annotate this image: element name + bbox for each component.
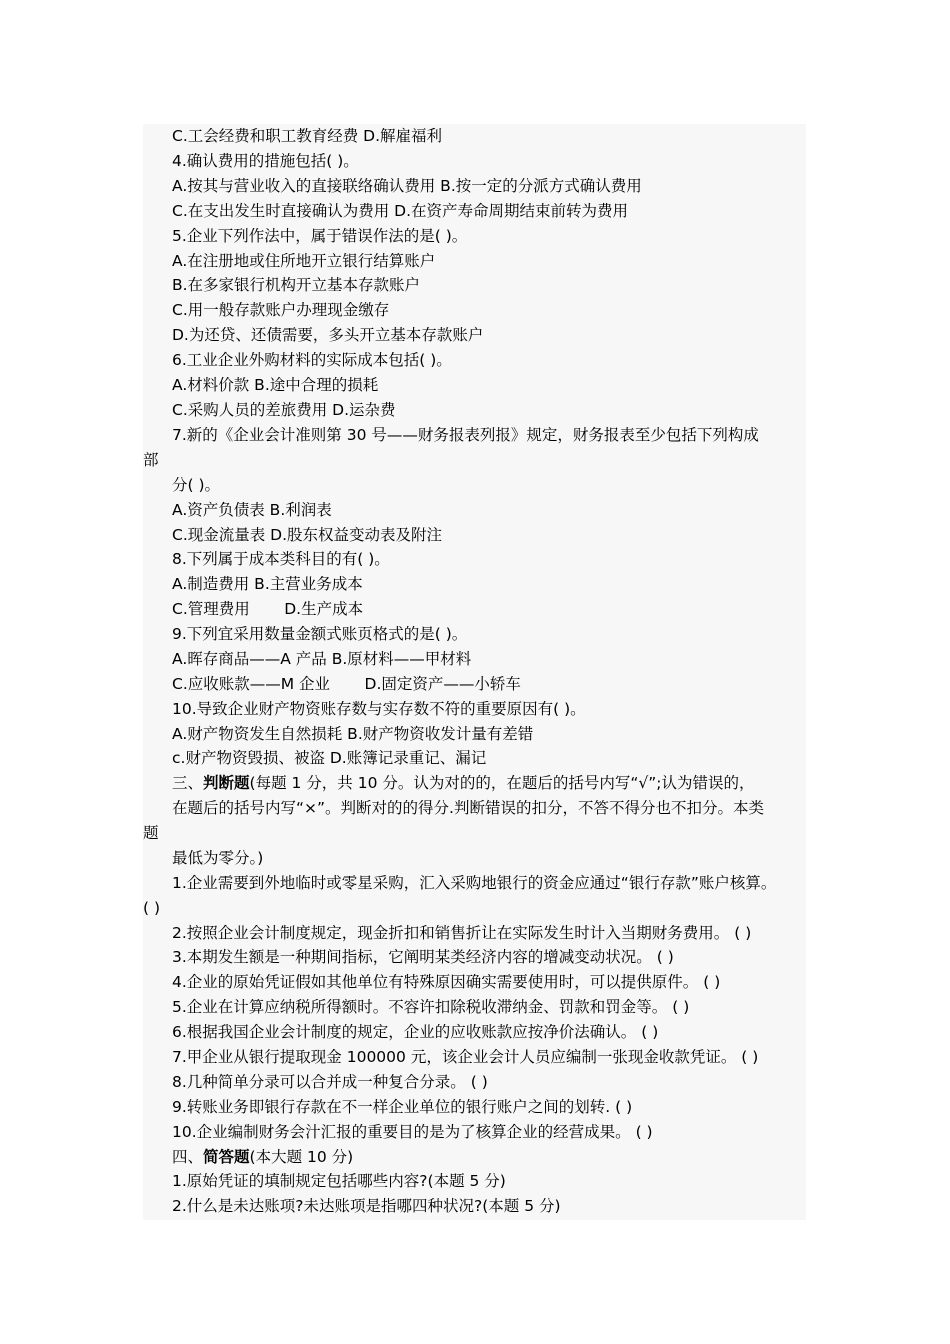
text-line: C.用一般存款账户办理现金缴存 — [172, 301, 390, 319]
section-note: (每题 1 分，共 10 分。认为对的的，在题后的括号内写“√”;认为错误的， — [249, 774, 755, 792]
text-line: A.晖存商品——A 产品 B.原材料——甲材料 — [172, 650, 472, 668]
question-8: 8.下列属于成本类科目的有( )。 — [172, 550, 390, 568]
text-line: A.资产负债表 B.利润表 — [172, 501, 332, 519]
question-10: 10.导致企业财产物资账存数与实存数不符的重要原因有( )。 — [172, 700, 586, 718]
judgment-9: 9.转账业务即银行存款在不一样企业单位的银行账户之间的划转. ( ) — [172, 1098, 633, 1116]
question-9: 9.下列宜采用数量金额式账页格式的是( )。 — [172, 625, 468, 643]
text-line: B.在多家银行机构开立基本存款账户 — [172, 276, 421, 294]
text-line: C.管理费用 D.生产成本 — [172, 600, 364, 618]
question-7: 7.新的《企业会计准则第 30 号——财务报表列报》规定，财务报表至少包括下列构成 — [172, 426, 759, 444]
judgment-4: 4.企业的原始凭证假如其他单位有特殊原因确实需要使用时，可以提供原件。 ( ) — [172, 973, 721, 991]
judgment-2: 2.按照企业会计制度规定，现金折扣和销售折让在实际发生时计入当期财务费用。 ( ) — [172, 924, 752, 942]
text-line: C.采购人员的差旅费用 D.运杂费 — [172, 401, 396, 419]
judgment-6: 6.根据我国企业会计制度的规定，企业的应收账款应按净价法确认。 ( ) — [172, 1023, 659, 1041]
text-line: ( ) — [143, 899, 161, 917]
text-line: 分( )。 — [172, 476, 221, 494]
short-answer-1: 1.原始凭证的填制规定包括哪些内容?(本题 5 分) — [172, 1172, 506, 1190]
text-line: A.在注册地或住所地开立银行结算账户 — [172, 252, 436, 270]
text-line: A.制造费用 B.主营业务成本 — [172, 575, 363, 593]
text-line: 最低为零分。) — [172, 849, 264, 867]
short-answer-2: 2.什么是未达账项?未达账项是指哪四种状况?(本题 5 分) — [172, 1197, 561, 1215]
judgment-5: 5.企业在计算应纳税所得额时。不容许扣除税收滞纳金、罚款和罚金等。 ( ) — [172, 998, 690, 1016]
question-4: 4.确认费用的措施包括( )。 — [172, 152, 359, 170]
text-line: C.现金流量表 D.股东权益变动表及附注 — [172, 526, 443, 544]
section-heading — [172, 1147, 353, 1167]
question-6: 6.工业企业外购材料的实际成本包括( )。 — [172, 351, 452, 369]
text-line: A.材料价款 B.途中合理的损耗 — [172, 376, 379, 394]
text-line: A.按其与营业收入的直接联络确认费用 B.按一定的分派方式确认费用 — [172, 177, 642, 195]
section-number: 四、 — [172, 1148, 204, 1166]
judgment-7: 7.甲企业从银行提取现金 100000 元，该企业会计人员应编制一张现金收款凭证。 ( ) — [172, 1048, 759, 1066]
judgment-8: 8.几种简单分录可以合并成一种复合分录。 ( ) — [172, 1073, 488, 1091]
section-number: 三、 — [172, 774, 204, 792]
section-title: 判断题 — [203, 774, 250, 792]
text-line: c.财产物资毁损、被盗 D.账簿记录重记、漏记 — [172, 749, 487, 767]
judgment-3: 3.本期发生额是一种期间指标，它阐明某类经济内容的增减变动状况。 ( ) — [172, 948, 674, 966]
section-note: (本大题 10 分) — [249, 1148, 354, 1166]
text-line: C.工会经费和职工教育经费 D.解雇福利 — [172, 127, 443, 145]
judgment-10: 10.企业编制财务会汁汇报的重要目的是为了核算企业的经营成果。 ( ) — [172, 1123, 653, 1141]
text-line: C.在支出发生时直接确认为费用 D.在资产寿命周期结束前转为费用 — [172, 202, 629, 220]
section-title: 简答题 — [203, 1148, 250, 1166]
text-line: A.财产物资发生自然损耗 B.财产物资收发计量有差错 — [172, 725, 534, 743]
text-line: C.应收账款——M 企业 D.固定资产——小轿车 — [172, 675, 521, 693]
text-line: 题 — [143, 824, 159, 842]
text-line: 部 — [143, 451, 159, 469]
text-line: 在题后的括号内写“×”。判断对的的得分.判断错误的扣分，不答不得分也不扣分。本类 — [172, 799, 764, 817]
section-heading — [172, 773, 755, 793]
judgment-1: 1.企业需要到外地临时或零星采购，汇入采购地银行的资金应通过“银行存款”账户核算。 — [172, 874, 777, 892]
question-5: 5.企业下列作法中，属于错误作法的是( )。 — [172, 227, 468, 245]
text-line: D.为还贷、还债需要，多头开立基本存款账户 — [172, 326, 484, 344]
